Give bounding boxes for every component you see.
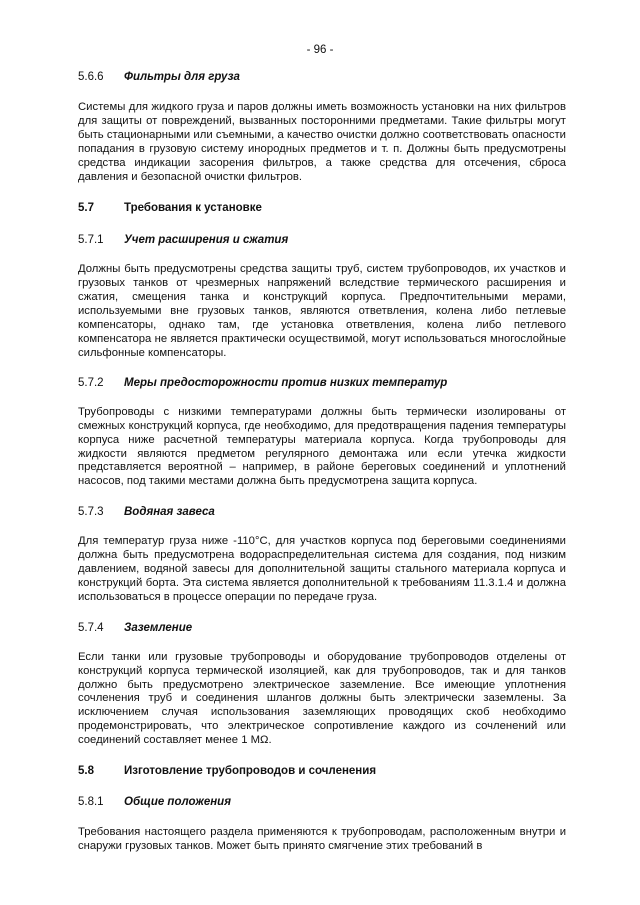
section-title: Заземление [124, 621, 193, 634]
heading-5-8 [78, 764, 566, 779]
section-title: Меры предосторожности против низких температур [124, 376, 448, 389]
paragraph-5-7-3: Для температур груза ниже -110°C, для участков корпуса под береговыми соединениями должна быть предусмотрена водораспределительная система для создания, под низким давлением, водяной завесы для дополнительной защиты стального материала корпуса и конструкций борта. Эта система является дополнительной к требованиям 11.3.1.4 и должна использоваться в процессе операции по передаче груза. [78, 535, 566, 603]
paragraph-5-6-6: Системы для жидкого груза и паров должны иметь возможность установки на них фильтров для защиты от повреждений, вызванных посторонними предметами. Такие фильтры могут быть стационарными или съемными, а качество очистки должно соответствовать опасности попадания в грузовую систему инородных предметов и т. п. Должны быть предусмотрены средства индикации засорения фильтров, а также средства для отсечения, сброса давления и безопасной очистки фильтров. [78, 101, 566, 183]
section-number: 5.8 [78, 765, 94, 778]
paragraph-5-7-4: Если танки или грузовые трубопроводы и оборудование трубопроводов отделены от конструкций корпуса термической изоляцией, как для трубопроводов, так и для танков должно быть предусмотрено электрическое заземление. Все имеющие уплотнения сочленения труб и соединения шлангов должны быть электрически заземлены. За исключением случая использования заземляющих проводящих скоб необходимо продемонстрировать, что электрическое сопротивление каждого из сочленений или соединений составляет менее 1 MΩ. [78, 650, 566, 747]
section-title: Требования к установке [124, 202, 262, 215]
section-number: 5.7.3 [78, 506, 104, 519]
heading-5-6-6 [78, 70, 566, 85]
heading-5-7-2 [78, 376, 566, 391]
section-number: 5.7.4 [78, 621, 104, 634]
heading-5-7-1 [78, 233, 566, 248]
heading-5-7 [78, 201, 566, 216]
section-number: 5.8.1 [78, 796, 104, 809]
heading-5-7-3 [78, 505, 566, 520]
section-title: Фильтры для груза [124, 71, 240, 83]
section-title: Учет расширения и сжатия [124, 234, 289, 247]
paragraph-5-7-2: Трубопроводы с низкими температурами должны быть термически изолированы от смежных конструкций корпуса, где необходимо, для предотвращения падения температуры корпуса ниже расчетной температуры материала корпуса. Когда трубопроводы для жидкости являются предметом регулярного демонтажа или если утечка жидкости представляется вероятной – например, в районе береговых соединений и уплотнений насосов, под такими местами должна быть предусмотрена защита корпуса. [78, 405, 566, 488]
page-number: - 96 - [306, 44, 334, 56]
section-number: 5.7.1 [78, 234, 104, 247]
paragraph-5-7-1: Должны быть предусмотрены средства защиты труб, систем трубопроводов, их участков и грузовых танков от чрезмерных напряжений вследствие термического расширения и сжатия, смещения танка и конструкций корпуса. Предпочтительными мерами, используемыми вне грузовых танков, являются ответвления, колена либо петлевые компенсаторы, однако там, где установка ответвления, колена либо петлевого компенсатора не является практически осуществимой, могут использоваться многослойные сильфонные компенсаторы. [78, 263, 566, 359]
section-number: 5.7 [78, 202, 94, 215]
page-content [78, 70, 566, 854]
section-title: Общие положения [124, 796, 231, 809]
section-number: 5.7.2 [78, 376, 104, 389]
section-title: Водяная завеса [124, 506, 215, 519]
paragraph-5-8-1: Требования настоящего раздела применяются к трубопроводам, расположенным внутри и снаружи грузовых танков. Может быть принято смягчение этих требований в [78, 826, 566, 852]
section-title: Изготовление трубопроводов и сочленения [124, 765, 377, 778]
section-number: 5.6.6 [78, 71, 104, 83]
heading-5-8-1 [78, 795, 566, 810]
heading-5-7-4 [78, 621, 566, 636]
